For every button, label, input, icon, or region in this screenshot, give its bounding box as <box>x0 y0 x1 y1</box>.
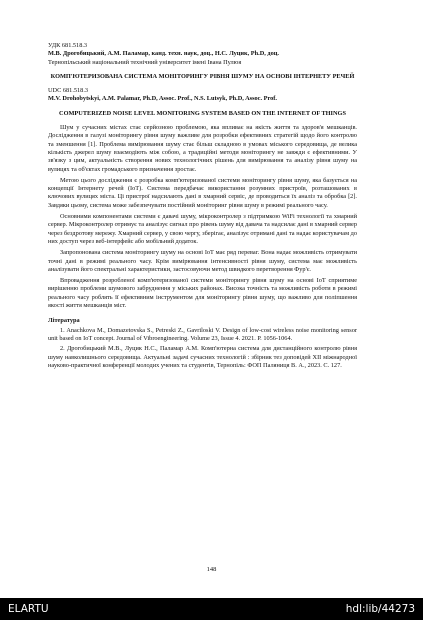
body-paragraph: Запропонована система моніторингу шуму на основі IoT має ряд переваг. Вона надає можливість отримувати точні дані в режимі реального часу. Крім вимірювання інтенсивності рівня шуму, система має можливість аналізувати його спектральні характеристики, застосовуючи метод швидкого перетворення Фур'є. <box>48 249 357 273</box>
reference-item: 1. Anachkova M., Domazetovska S., Petreski Z., Gavriloski V. Design of low-cost wireless noise monitoring sensor unit based on IoT concept. Journal of Vibroengineering. Volume 23, Issue 4. 2021. P. 1056-1064. <box>48 326 357 342</box>
references-heading: Література <box>48 317 80 325</box>
udc-code-en: UDC 681.518.3 <box>48 87 89 95</box>
footer-bar <box>0 598 423 620</box>
body-paragraph: Основними компонентами системи є давачі шуму, мікроконтролер з підтримкою WiFi технології та хмарний сервер. Мікроконтролер отримує та аналізує сигнал про рівень шуму від давача та надсилає дані в хмарний сервер через бездротову мережу. Хмарний сервер, у свою чергу, зберігає, аналізує отримані дані та надає користувачам до них доступ через веб-інтерфейс або мобільний додаток. <box>48 213 357 245</box>
repository-label: ELARTU <box>8 603 49 615</box>
body-paragraph: Впровадження розробленої комп'ютеризованої системи моніторингу рівня шуму на основі IoT сприятиме вирішенню проблеми шумового забруднення у міських районах. Висока точність та можливість роботи в режимі реального часу роблять її ефективним інструментом для моніторингу рівня шуму, що важливо для поліпшення якості життя мешканців міст. <box>48 277 357 310</box>
authors-en: M.V. Drohobytskyi, A.M. Palamar, Ph.D, Assoc. Prof., N.S. Lutsyk, Ph.D, Assoc. Prof. <box>48 95 277 103</box>
paper-body <box>48 42 357 372</box>
page-number: 148 <box>206 566 217 573</box>
handle-label: hdl:lib/44273 <box>345 603 415 615</box>
authors-ua: М.В. Дрогобицький, А.М. Паламар, канд. техн. наук, доц., Н.С. Луцик, Ph.D, доц. <box>48 50 279 58</box>
udk-code-ua: УДК 681.518.3 <box>48 42 88 49</box>
title-en: COMPUTERIZED NOISE LEVEL MONITORING SYSTEM BASED ON THE INTERNET OF THINGS <box>59 109 346 117</box>
body-paragraph: Шум у сучасних містах стає серйозною проблемою, яка впливає на якість життя та здоров'я мешканців. Дослідження в галузі моніторингу рівня шуму важливе для розробки ефективних стратегій щодо його контролю та зменшення [1]. Проблема вимірювання шуму стає більш складною в умовах міського середовища, де велика кількість джерел шуму взаємодіють між собою, а традиційні методи моніторингу не завжди є ефективними. У зв'язку з цим, актуальність створення нових технологічних рішень для вимірювання та аналізу рівня шуму на вулицях та об'єктах громадського призначення зростає. <box>48 124 357 173</box>
affiliation-ua: Тернопільський національний технічний університет імені Івана Пулюя <box>48 58 242 66</box>
body-paragraph: Метою цього дослідження є розробка комп'ютеризованої системи моніторингу рівня шуму, яка базується на концепції Інтернету речей (IoT). Система передбачає використання розумних пристроїв, розташованих в ключових вулицях міста. Ці пристрої надсилають дані в хмарний сервіс, де проводиться їх аналіз та обробка [2]. Завдяки цьому, система може забезпечувати постійний моніторинг рівня шуму в режимі реального часу. <box>48 176 357 209</box>
title-ua: КОМП'ЮТЕРИЗОВАНА СИСТЕМА МОНІТОРИНГУ РІВНЯ ШУМУ НА ОСНОВІ ІНТЕРНЕТУ РЕЧЕЙ <box>50 72 355 80</box>
reference-item: 2. Дрогобицький М.В., Луцик Н.С., Паламар А.М. Комп'ютерна система для дистанційного контролю рівня шуму навколишнього середовища. Актуальні задачі сучасних технологій : збірник тез доповідей XII міжнародної науково-практичної конференції молодих учених та студентів, Тернопіль: ФОП Паляниця В. А., 2023. С. 127. <box>48 345 357 369</box>
